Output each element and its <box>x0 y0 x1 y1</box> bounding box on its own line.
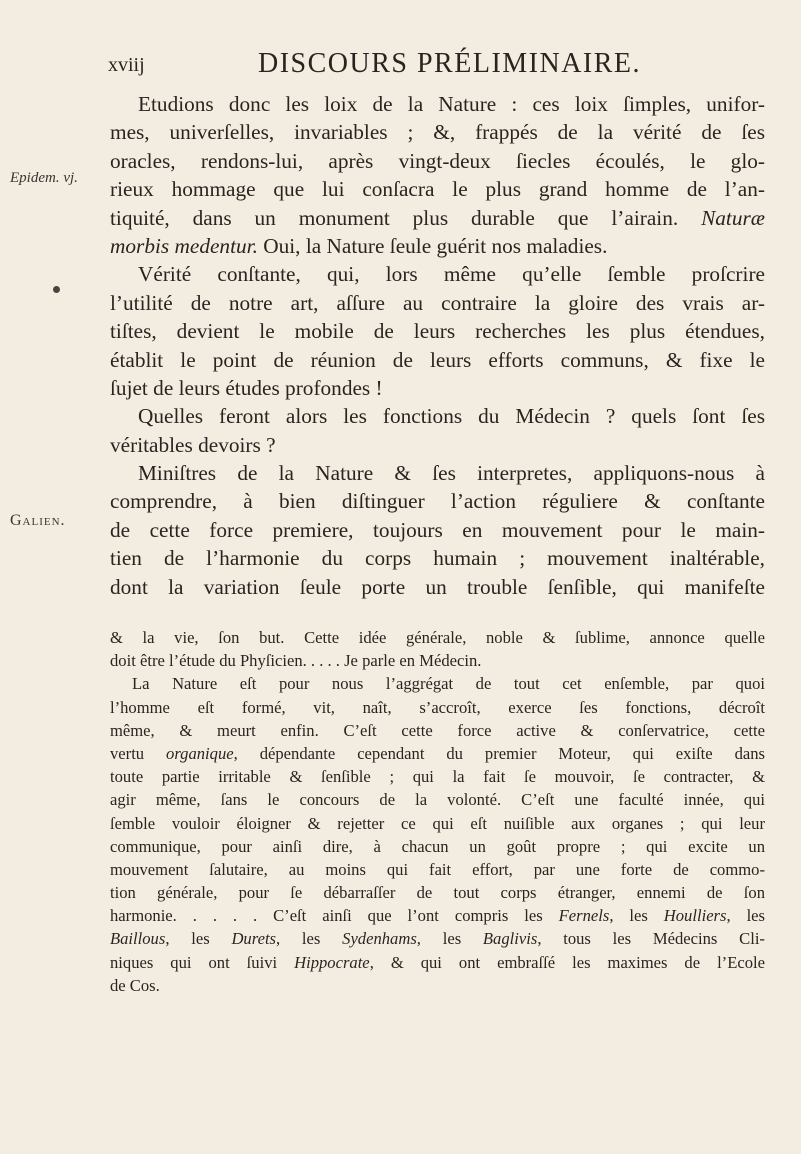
footnote-text: vertu <box>110 743 167 763</box>
margin-note-epidem: Epidem. vj. <box>10 170 78 186</box>
footnote-line: agir même, ſans le concours de la volonté. C’eſt une faculté innée, qui <box>110 790 765 810</box>
running-head: DISCOURS PRÉLIMINAIRE. <box>258 48 642 79</box>
body-line: oracles, rendons-lui, après vingt-deux ſiecles écoulés, le glo- <box>110 148 765 173</box>
body-line: ſujet de leurs études profondes ! <box>110 375 383 400</box>
footnote-text: , dépendante cependant du premier Moteur, qui exiſte dans <box>233 743 765 763</box>
footnote-line <box>110 927 765 950</box>
body-line: mes, univerſelles, invariables ; &, frappés de la vérité de ſes <box>110 120 765 145</box>
footnote-text: harmonie. . . . . C’eſt ainſi que l’ont compris les <box>110 906 559 926</box>
italic-quote: Naturæ <box>701 205 765 230</box>
footnote-text: , les <box>726 906 765 926</box>
body-line: Etudions donc les loix de la Nature : ces loix ſimples, unifor- <box>138 92 765 116</box>
footnote-line: de Cos. <box>110 975 160 995</box>
footnote-text: , les <box>416 929 483 949</box>
body-line: Vérité conſtante, qui, lors même qu’elle ſemble proſcrire <box>138 262 765 287</box>
footnote-italic: Sydenhams <box>342 929 417 949</box>
footnote-line: La Nature eſt pour nous l’aggrégat de tout cet enſemble, par quoi <box>132 674 765 694</box>
footnote-text: , tous les Médecins Cli- <box>537 929 765 949</box>
page-header <box>108 48 768 88</box>
page-number: xviij <box>108 54 145 76</box>
body-line: comprendre, à bien diſtinguer l’action réguliere & conſtante <box>110 489 765 514</box>
margin-note-galien: Galien. <box>10 512 66 529</box>
footnote-line <box>110 951 765 974</box>
body-line: établit le point de réunion de leurs efforts communs, & fixe le <box>110 347 765 372</box>
footnote <box>110 626 765 997</box>
body-line: tien de l’harmonie du corps humain ; mouvement inaltérable, <box>110 546 765 571</box>
footnote-italic: Durets <box>231 929 277 949</box>
footnote-line: l’homme eſt formé, vit, naît, s’accroît, exerce ſes fonctions, décroît <box>110 697 765 717</box>
footnote-text: , & qui ont embraſſé les maximes de l’Ecole <box>369 952 765 972</box>
footnote-line: tion générale, pour ſe débarraſſer de tout corps étranger, ennemi de ſon <box>110 883 765 903</box>
footnote-italic: organique <box>166 743 234 763</box>
body-line: tiſtes, devient le mobile de leurs recherches les plus étendues, <box>110 319 765 344</box>
footnote-text: , les <box>165 929 232 949</box>
body-line-with-italic <box>110 204 765 232</box>
italic-quote: morbis medentur. <box>110 233 258 258</box>
body-line: véritables devoirs ? <box>110 432 276 457</box>
body-line-with-italic <box>110 232 765 260</box>
footnote-italic: Houlliers <box>663 906 727 926</box>
footnote-italic: Fernels <box>558 906 610 926</box>
body-text: Oui, la Nature ſeule guérit nos maladies. <box>257 233 608 258</box>
footnote-text: , les <box>609 906 664 926</box>
footnote-italic: Hippocrate <box>294 952 370 972</box>
footnote-line: doit être l’étude du Phyſicien. . . . . Je parle en Médecin. <box>110 651 482 671</box>
footnote-line: toute partie irritable & ſenſible ; qui la fait ſe mouvoir, ſe contracter, & <box>110 767 765 787</box>
body-line: Quelles feront alors les fonctions du Médecin ? quels ſont ſes <box>138 404 765 429</box>
footnote-line: & la vie, ſon but. Cette idée générale, noble & ſublime, annonce quelle <box>110 628 765 647</box>
footnote-line: communique, pour ainſi dire, à chacun un goût propre ; qui excite un <box>110 836 765 856</box>
main-text <box>110 90 765 601</box>
margin-bullet <box>53 286 60 293</box>
body-line: l’utilité de notre art, aſſure au contraire la gloire des vrais ar- <box>110 290 765 315</box>
footnote-text: niques qui ont ſuivi <box>110 952 295 972</box>
body-text: tiquité, dans un monument plus durable que l’airain. <box>110 205 679 230</box>
footnote-italic: Baglivis <box>482 929 538 949</box>
footnote-line: mouvement ſalutaire, au moins qui fait effort, par une forte de commo- <box>110 859 765 879</box>
footnote-italic: Baillous <box>110 929 166 949</box>
footnote-line <box>110 904 765 927</box>
body-line: de cette force premiere, toujours en mouvement pour le main- <box>110 517 765 542</box>
footnote-line <box>110 742 765 765</box>
footnote-text: , les <box>276 929 343 949</box>
footnote-line: même, & meurt enfin. C’eſt cette force active & conſervatrice, cette <box>110 720 765 740</box>
body-line: rieux hommage que lui conſacra le plus grand homme de l’an- <box>110 177 765 202</box>
body-line: dont la variation ſeule porte un trouble ſenſible, qui manifeſte <box>110 574 765 599</box>
body-line: Miniſtres de la Nature & ſes interpretes, appliquons-nous à <box>138 461 765 486</box>
footnote-line: ſemble vouloir éloigner & rejetter ce qui eſt nuiſible aux organes ; qui leur <box>110 813 765 833</box>
